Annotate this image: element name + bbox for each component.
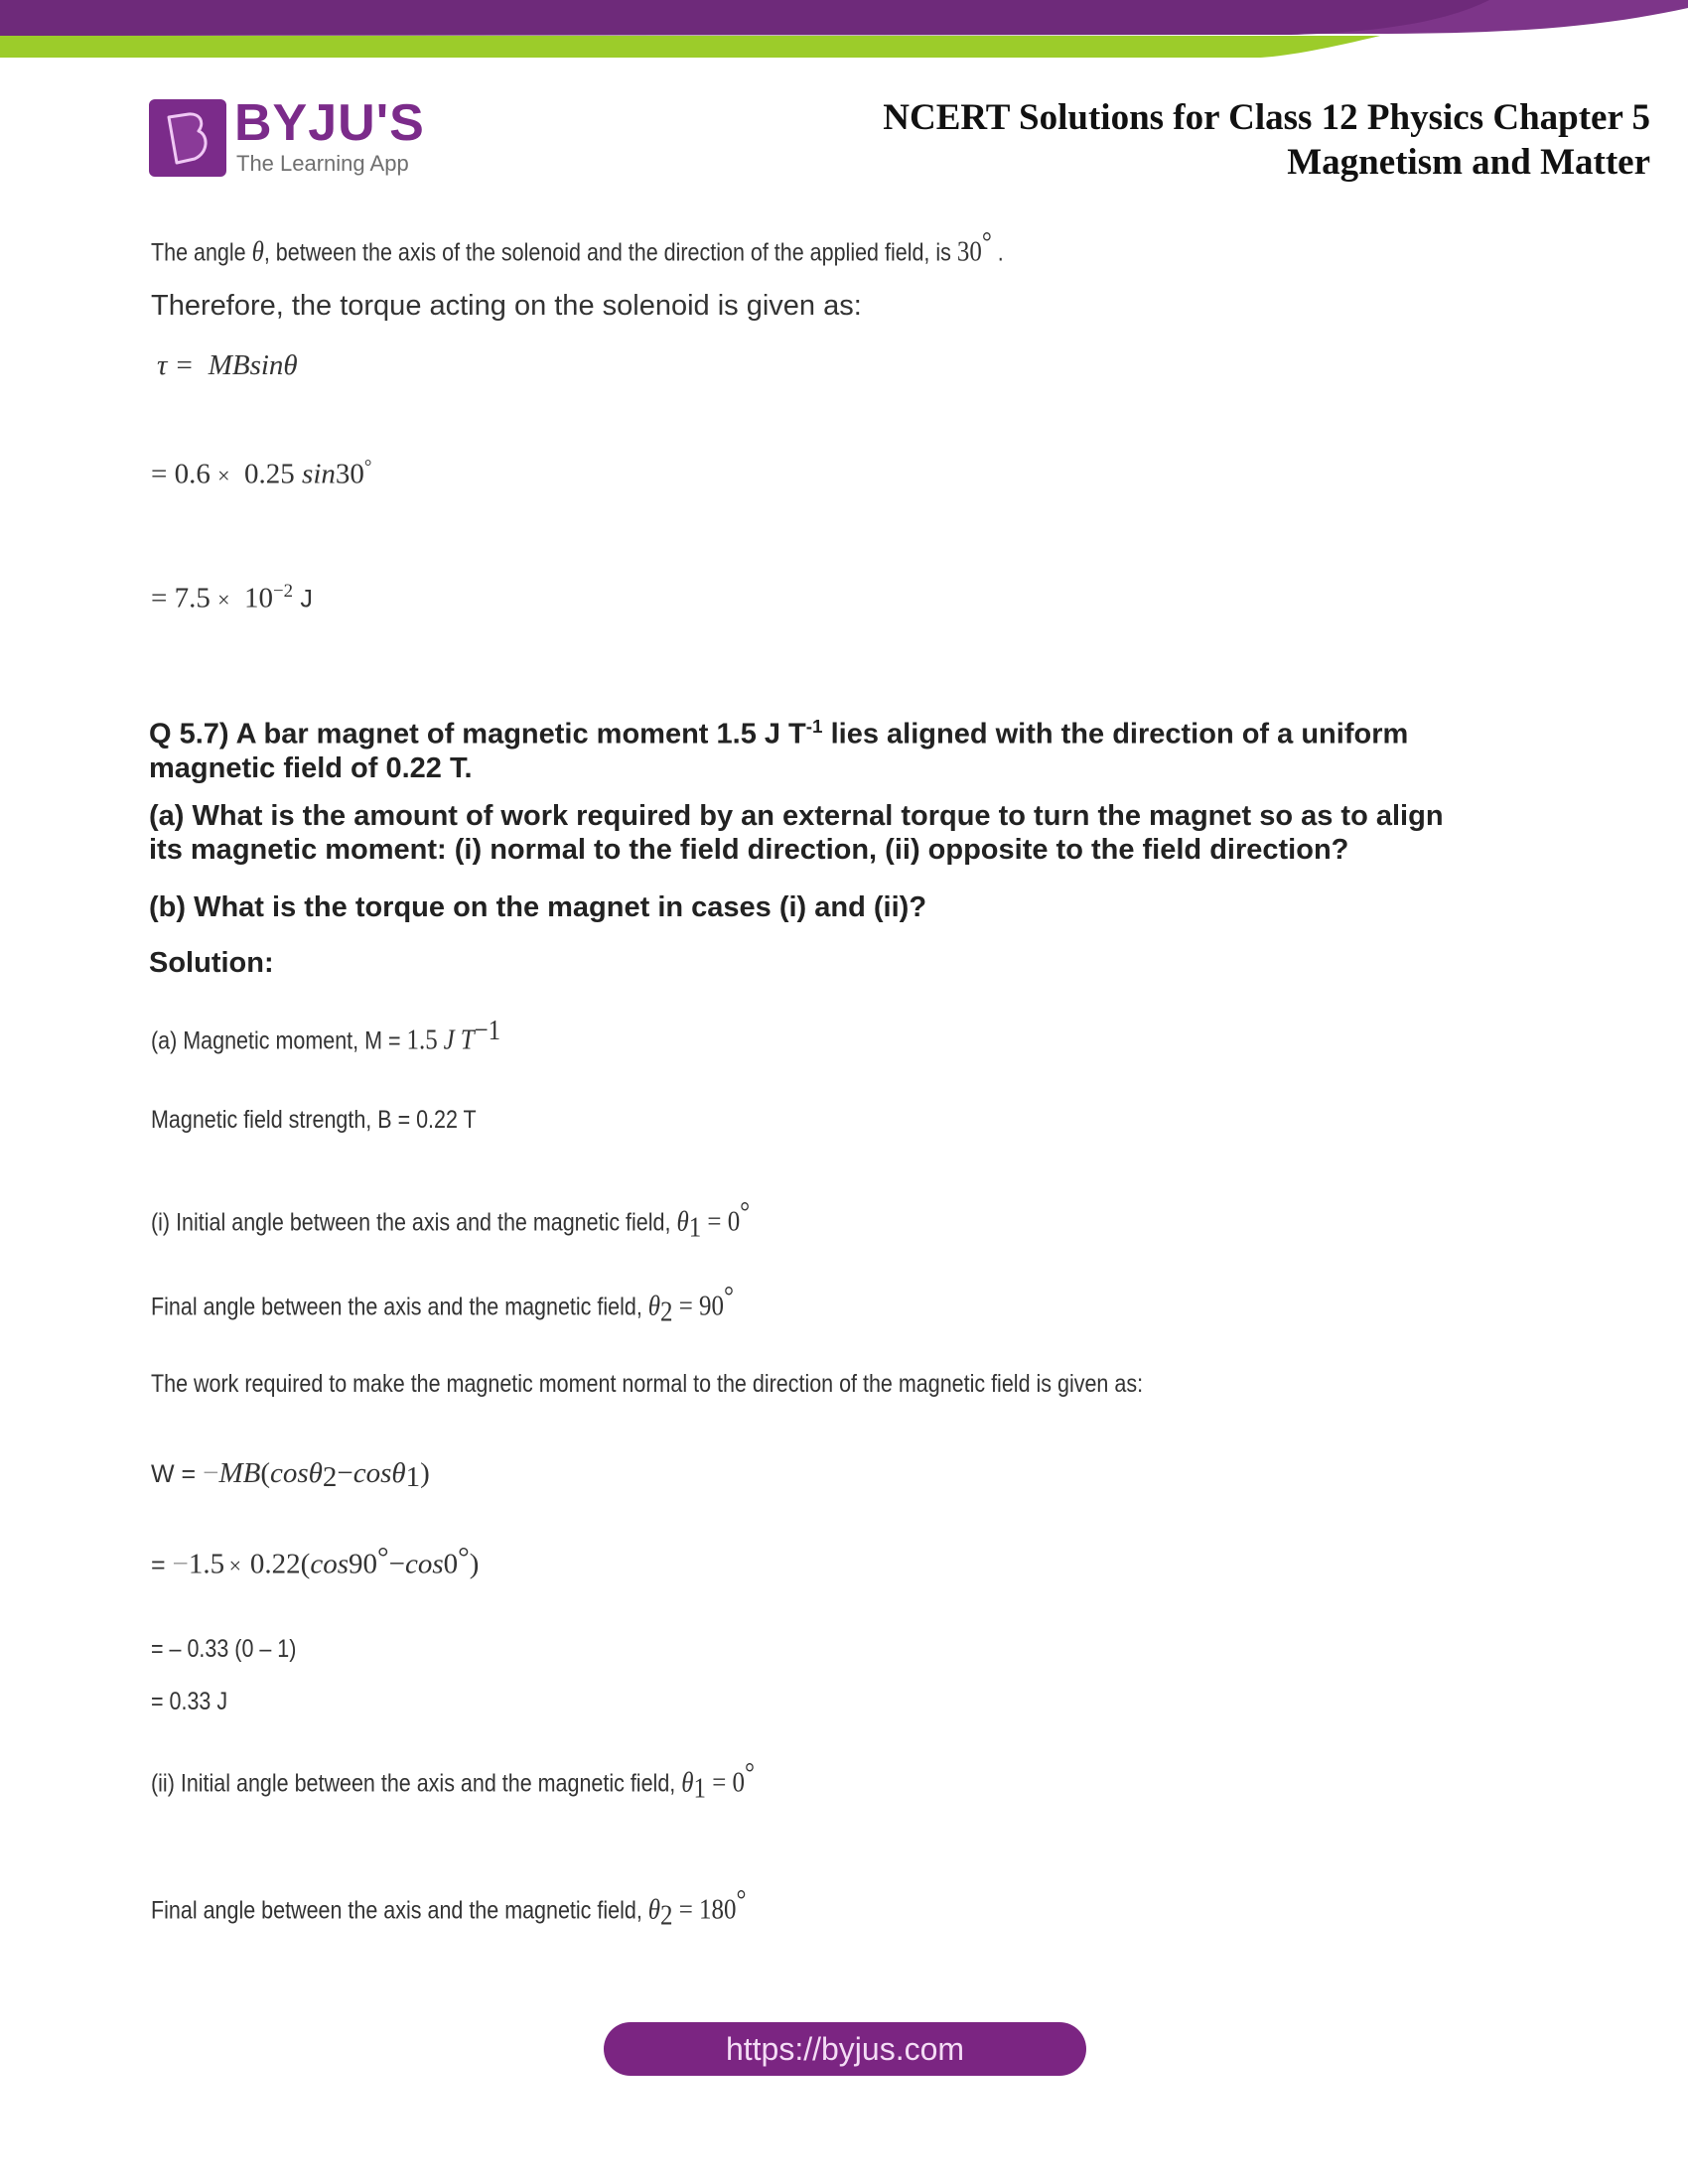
question-part-b: (b) What is the torque on the magnet in cases (i) and (ii)?: [149, 891, 927, 923]
torque-formula: τ = MBsinθ: [157, 349, 298, 381]
field-strength-value: Magnetic field strength, B = 0.22 T: [151, 1106, 477, 1134]
document-title: [883, 95, 1650, 185]
case-ii-initial-angle: (ii) Initial angle between the axis and the magnetic field, $\theta_1 = 0^\circ$: [151, 1757, 755, 1805]
work-formula: W = −MB(cosθ$_2$−cosθ$_1$): [151, 1457, 430, 1494]
title-line-2: Magnetism and Matter: [1287, 142, 1650, 183]
work-required-text: The work required to make the magnetic moment normal to the direction of the magnetic field is given as:: [151, 1370, 1144, 1398]
logo-tagline: The Learning App: [236, 151, 409, 176]
logo-b-icon: [149, 99, 226, 177]
logo-wordmark: BYJU'S: [234, 94, 425, 152]
header-banner: [0, 0, 1688, 69]
case-i-final-angle: Final angle between the axis and the magnetic field, $\theta_2 = 90^\circ$: [151, 1281, 734, 1328]
case-ii-final-angle: Final angle between the axis and the magnetic field, $\theta_2 = 180^\circ$: [151, 1884, 747, 1932]
torque-intro: Therefore, the torque acting on the solenoid is given as:: [151, 290, 862, 322]
byjus-url-link[interactable]: https://byjus.com: [604, 2022, 1086, 2076]
work-result: = 0.33 J: [151, 1688, 228, 1715]
question-part-a: (a) What is the amount of work required by an external torque to turn the magnet so as to align its magnetic moment: (i) normal to the field direction, (ii) opposite to the field direction?: [149, 800, 1444, 866]
title-line-1: NCERT Solutions for Class 12 Physics Chapter 5: [883, 97, 1650, 138]
question-5-7: Q 5.7) A bar magnet of magnetic moment 1.5 J $T^{-1}$ lies aligned with the direction of a uniform magnetic field of 0.22 T.: [149, 716, 1409, 784]
magnetic-moment-value: (a) Magnetic moment, M = 1.5 J $T^{-1}$: [151, 1015, 501, 1056]
torque-result: = $7.5 \times 10^{-2}$ J: [151, 581, 313, 614]
angle-statement: The angle θ, between the axis of the solenoid and the direction of the applied field, is 30° .: [151, 226, 1004, 268]
work-step: = – 0.33 (0 – 1): [151, 1635, 297, 1663]
torque-substitution: = 0.6 × 0.25 sin30°: [151, 457, 372, 490]
byjus-logo: [149, 94, 437, 179]
work-substitution: = −1.5 × 0.22(cos90°−cos0°): [151, 1542, 480, 1580]
solution-label: Solution:: [149, 947, 274, 979]
case-i-initial-angle: (i) Initial angle between the axis and the magnetic field, $\theta_1 = 0^\circ$: [151, 1196, 751, 1244]
